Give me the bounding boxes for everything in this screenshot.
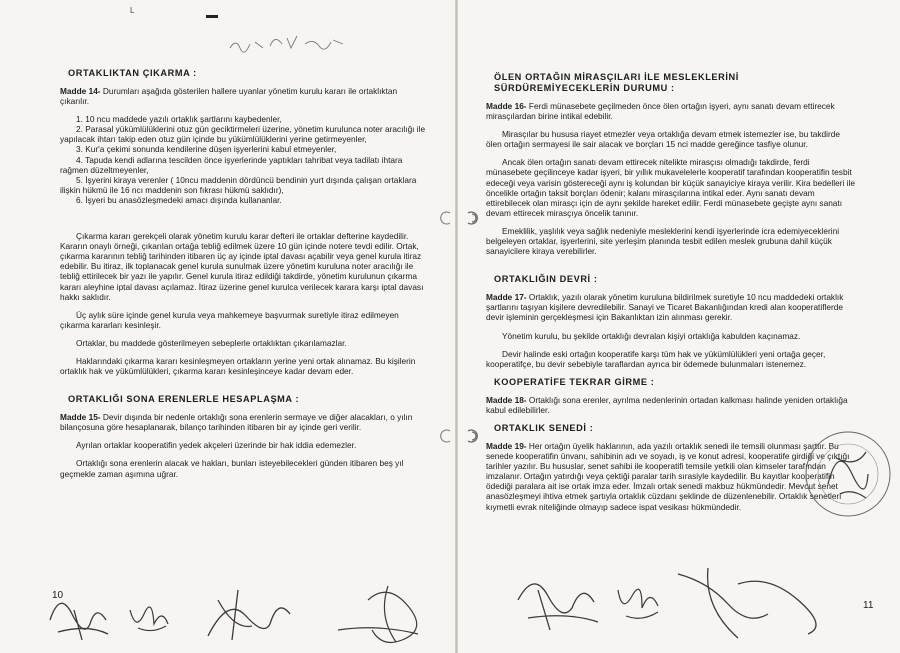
- paragraph: Ayrılan ortaklar kooperatifin yedek akçeleri üzerinde bir hak iddia edemezler.: [76, 440, 357, 451]
- condition-list: [60, 114, 428, 205]
- section-heading: ORTAKLIĞIN DEVRİ :: [494, 274, 598, 285]
- article-text: Her ortağın üyelik haklarının, ada yazılı ortaklık senedi ile temsili olunması şarttır. Bu senede kooperatifin ünvanı, sahibinin adı ve soyadı, iş ve konut adresi, kooperatife girdiği ve çıktığı tarihler yazılır. Bu hususlar, senet sahibi ile kooperatifi temsile yetkili olan kimseler tarafından imzalanır. Ortağın yatırdığı veya çektiği paralar tarih sırasiyle kaydedilir. Bu kayıtlar kooperatifin ödediği paralara ait ise ortak imza eder. İmzalı ortak senedi makbuz hükmündedir. Mevcut senet anasözleşmeyi ihtiva etmek şartıyla ortaklık cüzdanı şeklinde de düzenlenebilir. Ortaklık senetleri kıymetli evrak niteliğinde olmayıp sadece ispat vesikası hükmündedir.: [486, 440, 850, 512]
- article-paragraph: [486, 292, 856, 322]
- list-item: 6. İşyeri bu anasözleşmedeki amacı dışında kullananlar.: [76, 194, 282, 205]
- article-label: Madde 14-: [60, 86, 101, 96]
- paragraph: Haklarındaki çıkarma kararı kesinleşmeyen ortakların yerine yeni ortak alınamaz. Bu kişilerin ortaklık hak ve yükümlülükleri, çıkarma kararı kesinleşinceye kadar devam eder.: [60, 355, 416, 377]
- article-text: Ortaklık, yazılı olarak yönetim kuruluna bildirilmek suretiyle 10 ncu maddedeki ortaklık şartlarını taşıyan kişilere devredilebilir. Sanayi ve Ticaret Bakanlığından kredi alan kooperatiflerde devir işleminin gerçekleşmesi için Bakanlıktan izin alınması gerekir.: [486, 292, 844, 323]
- article-label: Madde 15-: [60, 412, 101, 423]
- signature: [508, 560, 838, 653]
- paragraph: Devir halinde eski ortağın kooperatife karşı tüm hak ve yükümlülükleri yeni ortağa geçer, kooperatifçe, bu devir sebebiyle taraflardan ayrıca bir ödemede bulunmaları istenemez.: [486, 348, 826, 369]
- section-heading: ORTAKLIKTAN ÇIKARMA :: [68, 68, 197, 78]
- section: [60, 394, 428, 478]
- section-heading: ORTAKLIK SENEDİ :: [494, 422, 594, 433]
- paragraph: Mirasçılar bu hususa riayet etmezler veya ortaklığa devam etmek istemezler ise, bu takdirde ölen ortağın sermayesi ile sair alacak ve borçları 15 nci madde gereğince tasfiye olunur.: [486, 129, 841, 150]
- list-item: 2. Parasal yükümlülüklerini otuz gün geciktirmeleri üzerine, yönetim kurulunca noter aracılığı ile yapılacak ihtarı takip eden otuz gün içinde bu yükümlülüklerini yerine getirmeyenler,: [60, 124, 426, 145]
- scan-dash: [206, 15, 218, 18]
- article-text: Durumları aşağıda gösterilen hallere uyanlar yönetim kurulu kararı ile ortaklıktan çıkarılır.: [60, 86, 398, 107]
- paragraph: Yönetim kurulu, bu şekilde ortaklığı devralan kişiyi ortaklığa kabulden kaçınamaz.: [502, 330, 801, 341]
- section: [486, 274, 856, 369]
- spacer: [60, 213, 428, 231]
- punch-hole: [464, 210, 480, 226]
- article-text: Ortaklığı sona erenler, ayrılma nedenlerinin ortadan kalkması halinde yeniden ortaklığa kabul edilebilirler.: [486, 394, 848, 415]
- left-page-content: [60, 68, 428, 487]
- page-number: 10: [52, 590, 64, 601]
- paragraph: Ortaklar, bu maddede gösterilmeyen sebeplerle ortaklıktan çıkarılamazlar.: [76, 337, 347, 348]
- punch-hole: [464, 428, 480, 444]
- section: [486, 377, 856, 415]
- article-text: Ferdi münasebete geçilmeden önce ölen ortağın işyeri, aynı sanatı devam ettirecek mirasçılardan birine intikal edebilir.: [486, 101, 835, 122]
- section-heading: KOOPERATİFE TEKRAR GİRME :: [494, 376, 655, 387]
- section-heading: ÖLEN ORTAĞIN MİRASÇILARI İLE MESLEKLERİNİ SÜRDÜREMİYECEKLERİN DURUMU :: [494, 72, 739, 93]
- list-item: 3. Kur'a çekimi sonunda kendilerine düşen işyerlerini kabul etmeyenler,: [76, 144, 337, 155]
- paragraph: Emeklilik, yaşlılık veya sağlık nedeniyle mesleklerini kendi işyerlerinde icra edemiyeceklerini belgeleyen ortaklar, işyerlerini, site yerleşim planında tesbit edilen meslek grubuna dahil küçük sanayicilere kiraya verebilirler.: [486, 225, 840, 257]
- round-stamp: [788, 428, 900, 520]
- article-label: Madde 19-: [486, 440, 527, 451]
- list-item: 1. 10 ncu maddede yazılı ortaklık şartlarını kaybedenler,: [76, 114, 282, 125]
- article-paragraph: [486, 395, 856, 415]
- spacer: [60, 384, 428, 394]
- article-paragraph: [60, 86, 428, 106]
- punch-hole: [438, 428, 454, 444]
- section: [486, 72, 856, 256]
- list-item: 4. Tapuda kendi adlarına tescilden önce işyerlerinde yaptıkları tahribat veya tadilatı ihtara rağmen düzeltmeyenler,: [60, 154, 403, 175]
- paragraph: Ortaklığı sona erenlerin alacak ve hakları, bunları isteyebilecekleri günden itibaren beş yıl geçmekle zaman aşımına uğrar.: [60, 458, 404, 479]
- header-scribble: [225, 28, 365, 58]
- article-label: Madde 17-: [486, 292, 527, 303]
- page-number: 11: [863, 600, 874, 611]
- article-paragraph: [60, 412, 428, 432]
- signature: [38, 580, 455, 653]
- section: [60, 68, 428, 376]
- list-item: 5. İşyerini kiraya verenler ( 10ncu maddenin dördüncü bendinin yurt dışında çalışan ortaklara ilişkin hükmü ile 16 ncı maddenin son fıkrası hükmü saklıdır),: [60, 174, 417, 195]
- article-label: Madde 18-: [486, 394, 527, 405]
- section-heading: ORTAKLIĞI SONA ERENLERLE HESAPLAŞMA :: [68, 394, 300, 405]
- paragraph: Çıkarma kararı gerekçeli olarak yönetim kurulu karar defteri ile ortaklar defterine kaydedilir. Kararın onaylı örneği, çıkarılan ortağa tebliğ edilmek üzere 10 gün içinde notere tevdi edilir. Ortak, çıkarma kararının tebliğ tarihinden itibaren üç ay içinde iptal davası açabilir veya genel kurula itiraz edebilir. Bu itiraz, ilk toplanacak genel kurula sunulmak üzere yönetim kuruluna noter aracılığı ile tebliğ ettirilecek bir yazı ile yapılır. Genel kurula itiraz edildiği takdirde, yönetim kurulunun çıkarma kararı aleyhine iptal davası açılamaz. İtiraz üzerine genel kurulca verilecek karara karşı iptal davası hakkı saklıdır.: [60, 231, 424, 302]
- article-paragraph: [486, 101, 856, 121]
- spacer: [486, 264, 856, 274]
- article-text: Devir dışında bir nedenle ortaklığı sona erenlerin sermaye ve diğer alacakları, o yılın bilançosuna göre hesaplanarak, bilanço tarihinden itibaren bir ay içinde geri verilir.: [60, 412, 413, 433]
- punch-hole: [438, 210, 454, 226]
- article-label: Madde 16-: [486, 101, 527, 111]
- paragraph: Ancak ölen ortağın sanatı devam ettirecek nitelikte mirasçısı olmadığı takdirde, ferdi münasebete geçilinceye kadar işyeri, bir yıllık mukavelelerle kooperatif tarafından kooperatifin tesbit edeceği veya varisin göstereceği aynı iş kolundan bir küçük sanayiciye kiraya verilir. Kira bedelleri ile öncelikle ortağın taksit borçları ödenir; kalanı mirasçılarına intikal eder. Aynı sanatı devam ettirebilecek olan mirasçı için de aynı şekilde hareket edilir. Ferdi münasebete geçişte aynı sanatı devam ettirecek mirasçıya öncelik tanınır.: [486, 157, 855, 218]
- scan-mark: L: [130, 6, 135, 15]
- right-page: [458, 0, 900, 653]
- paragraph: Üç aylık süre içinde genel kurula veya mahkemeye başvurmak suretiyle itiraz edilmeyen çıkarma kararları kesinleşir.: [60, 309, 399, 330]
